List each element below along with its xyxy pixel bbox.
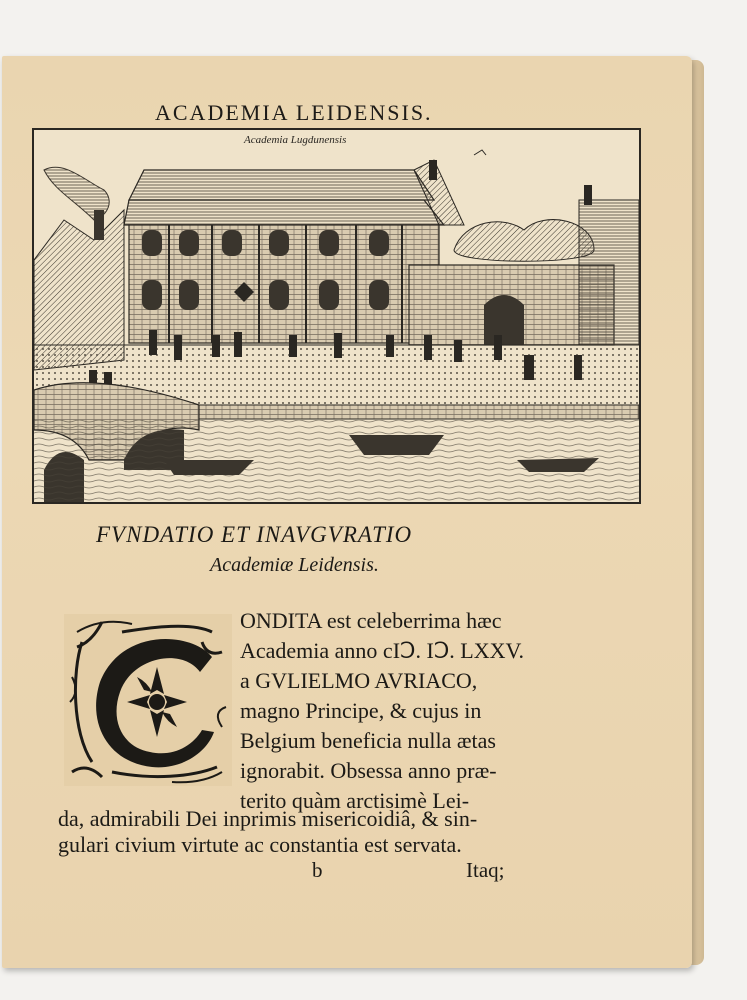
page-fore-edge [690, 60, 704, 965]
plate-caption: Academia Lugdunensis [244, 134, 347, 146]
catchword: Itaq; [466, 858, 505, 882]
text-line-7: terito quàm arctisimè Lei- [240, 788, 470, 813]
engraving-plate [32, 128, 641, 504]
ornament-initial-c-icon [62, 612, 234, 788]
text-line-3: a GVLIELMO AVRIACO, [240, 668, 478, 693]
text-line-6: ignorabit. Obsessa anno præ- [240, 758, 497, 783]
text-line-8: da, admirabili Dei inprimis misericoidiâ, & sin- [58, 806, 478, 831]
running-title: ACADEMIA LEIDENSIS. [155, 100, 433, 125]
text-line-1: ONDITA est celeberrima hæc [240, 608, 502, 633]
signature-mark: b [312, 858, 323, 882]
text-line-4: magno Principe, & cujus in [240, 698, 482, 723]
text-line-2: Academia anno cIↃ. IↃ. LXXV. [240, 638, 525, 663]
section-subheading: Academiæ Leidensis. [210, 554, 379, 576]
decorated-initial [62, 612, 234, 788]
text-line-9: gulari civium virtute ac constantia est servata. [58, 832, 462, 857]
section-heading: FVNDATIO ET INAVGVRATIO [96, 522, 413, 547]
text-line-5: Belgium beneficia nulla ætas [240, 728, 496, 753]
engraving-academy-building [34, 130, 639, 502]
